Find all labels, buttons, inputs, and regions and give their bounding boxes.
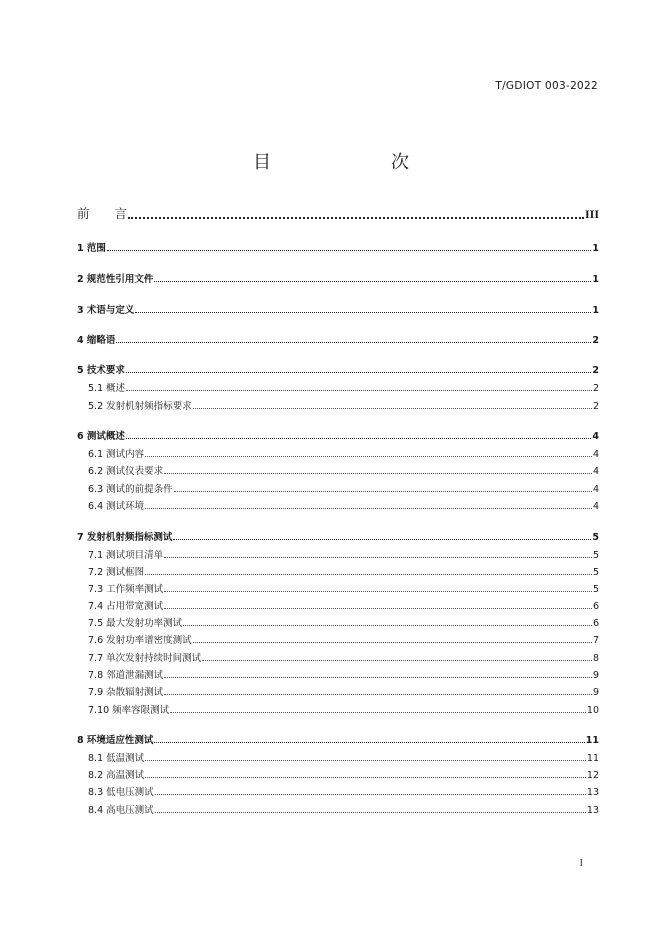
toc-entry-page: 11: [586, 753, 599, 764]
toc-entry[interactable]: [88, 802, 599, 816]
toc-entry[interactable]: [88, 481, 599, 495]
toc-entry-label: 6.3 测试的前提条件: [88, 484, 173, 495]
toc-entry-page: 6: [592, 618, 599, 629]
toc-entry-label: 6.1 测试内容: [88, 449, 145, 460]
standard-code: T/GDIOT 003-2022: [495, 80, 598, 92]
toc-entry-page: 2: [592, 383, 599, 394]
toc-entry-label: 7.2 测试框图: [88, 567, 145, 578]
toc-entry[interactable]: [88, 463, 599, 477]
toc-entry[interactable]: [77, 362, 599, 376]
toc-entry[interactable]: [88, 684, 599, 698]
toc-entry-label: 8.3 低电压测试: [88, 787, 154, 798]
toc-entry-page: 4: [592, 484, 599, 495]
toc-leader-dots: [155, 793, 586, 795]
toc-entry-label: 7.7 单次发射持续时间测试: [88, 653, 202, 664]
toc-entry-label: 5 技术要求: [77, 365, 125, 376]
toc-entry[interactable]: [88, 564, 599, 578]
toc-entry-label: 7.10 频率容限测试: [88, 705, 170, 716]
toc-entry-label: 1 范围: [77, 243, 106, 254]
toc-entry-label: 8.2 高温测试: [88, 770, 145, 781]
toc-leader-dots: [135, 311, 591, 313]
toc-entry-page: 5: [592, 584, 599, 595]
toc-entry-page: 12: [586, 770, 599, 781]
toc-entry-page: 13: [586, 787, 599, 798]
toc-entry-page: 4: [592, 449, 599, 460]
toc-entry[interactable]: [77, 529, 599, 543]
toc-leader-dots: [154, 741, 584, 743]
toc-entry[interactable]: [88, 498, 599, 512]
toc-entry-page: 2: [592, 335, 599, 346]
toc-entry-label: 8.4 高电压测试: [88, 805, 154, 816]
toc-entry-page: 4: [592, 501, 599, 512]
toc-leader-dots: [164, 676, 592, 678]
toc-leader-dots: [202, 659, 592, 661]
toc-entry[interactable]: [88, 632, 599, 646]
toc-leader-dots: [164, 693, 592, 695]
toc-entry[interactable]: [88, 615, 599, 629]
toc-entry-label: 7.3 工作频率测试: [88, 584, 164, 595]
toc-entry-label: 7.9 杂散辐射测试: [88, 687, 164, 698]
toc-entry-label: 7.4 占用带宽测试: [88, 601, 164, 612]
toc-leader-dots: [155, 811, 586, 813]
toc-leader-dots: [128, 216, 584, 219]
toc-leader-dots: [126, 371, 591, 373]
toc-entry-page: 5: [592, 567, 599, 578]
toc-entry-page: 10: [586, 705, 599, 716]
toc-entry-label: 7.8 邻道泄漏测试: [88, 670, 164, 681]
toc-leader-dots: [107, 249, 591, 251]
toc-entry-page: 6: [592, 601, 599, 612]
toc-leader-dots: [170, 711, 586, 713]
toc-leader-dots: [164, 556, 592, 558]
toc-leader-dots: [164, 607, 592, 609]
toc-entry[interactable]: [88, 784, 599, 798]
toc-leader-dots: [145, 573, 592, 575]
toc-leader-dots: [183, 624, 592, 626]
toc-entry[interactable]: [88, 380, 599, 394]
toc-entry-page: 13: [586, 805, 599, 816]
toc-entry[interactable]: [88, 667, 599, 681]
toc-entry-page: III: [584, 207, 599, 221]
toc-leader-dots: [126, 437, 591, 439]
toc-entry-label: 2 规范性引用文件: [77, 274, 154, 285]
toc-entry-label: 7.5 最大发射功率测试: [88, 618, 183, 629]
toc-leader-dots: [193, 641, 592, 643]
toc-entry-page: 1: [592, 305, 599, 316]
toc-leader-dots: [126, 389, 592, 391]
toc-entry[interactable]: [88, 702, 599, 716]
toc-entry[interactable]: [88, 750, 599, 764]
toc-leader-dots: [174, 490, 592, 492]
toc-leader-dots: [145, 759, 586, 761]
toc-entry-label: 7 发射机射频指标测试: [77, 532, 173, 543]
toc-entry-page: 8: [592, 653, 599, 664]
toc-entry-page: 4: [592, 466, 599, 477]
toc-entry-page: 5: [592, 550, 599, 561]
toc-entry-label: 3 术语与定义: [77, 305, 135, 316]
toc-entry-page: 11: [585, 735, 599, 746]
toc-entry[interactable]: [88, 581, 599, 595]
toc-entry[interactable]: [77, 271, 599, 285]
toc-entry[interactable]: [88, 398, 599, 412]
toc-leader-dots: [164, 590, 592, 592]
toc-entry-page: 7: [592, 635, 599, 646]
toc-entry-page: 1: [592, 243, 599, 254]
toc-entry-label: 6.4 测试环境: [88, 501, 145, 512]
toc-entry-label: 7.1 测试项目清单: [88, 550, 164, 561]
toc-leader-dots: [164, 472, 592, 474]
toc-entry-page: 4: [592, 431, 599, 442]
toc-entry-label: 7.6 发射功率谱密度测试: [88, 635, 192, 646]
toc-leader-dots: [173, 538, 591, 540]
toc-leader-dots: [193, 407, 592, 409]
toc-entry-label: 前 言: [77, 206, 128, 221]
toc-entry[interactable]: [88, 446, 599, 460]
toc-entry-page: 1: [592, 274, 599, 285]
toc-entry[interactable]: [77, 732, 599, 746]
toc-leader-dots: [145, 776, 586, 778]
toc-entry-page: 9: [592, 670, 599, 681]
toc-entry-label: 8 环境适应性测试: [77, 735, 154, 746]
toc-leader-dots: [116, 341, 591, 343]
toc-entry-label: 5.2 发射机射频指标要求: [88, 401, 192, 412]
toc-entry[interactable]: [77, 240, 599, 254]
toc-leader-dots: [154, 280, 591, 282]
toc-entry[interactable]: [77, 302, 599, 316]
toc-entry-page: 2: [592, 401, 599, 412]
toc-entry[interactable]: [77, 208, 599, 222]
toc-entry-page: 2: [592, 365, 599, 376]
toc-title: 目 次: [253, 152, 437, 173]
toc-entry-label: 6.2 测试仪表要求: [88, 466, 164, 477]
toc-entry-label: 5.1 概述: [88, 383, 126, 394]
toc-entry-label: 6 测试概述: [77, 431, 125, 442]
page-number: I: [579, 858, 583, 869]
toc-entry[interactable]: [77, 332, 599, 346]
toc-entry-label: 4 缩略语: [77, 335, 116, 346]
toc-leader-dots: [145, 455, 592, 457]
toc-entry-label: 8.1 低温测试: [88, 753, 145, 764]
toc-entry[interactable]: [88, 598, 599, 612]
toc-entry[interactable]: [88, 547, 599, 561]
toc-leader-dots: [145, 507, 592, 509]
toc-entry-page: 5: [592, 532, 599, 543]
toc-entry[interactable]: [77, 428, 599, 442]
toc-entry-page: 9: [592, 687, 599, 698]
toc-entry[interactable]: [88, 767, 599, 781]
toc-entry[interactable]: [88, 650, 599, 664]
